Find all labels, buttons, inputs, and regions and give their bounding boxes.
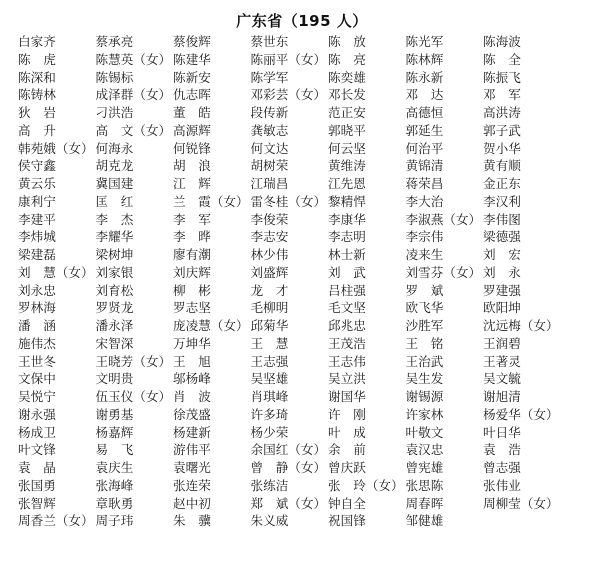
name-entry: 王著灵	[483, 353, 521, 369]
name-entry: 刘 武	[328, 264, 366, 280]
name-entry: 万坤华	[173, 335, 211, 351]
name-entry: 叶敬文	[405, 424, 444, 440]
name-entry: 庞凌慧（女）	[173, 318, 249, 333]
name-entry: 谢勇基	[95, 406, 134, 422]
name-entry: 邓 达	[405, 87, 444, 103]
name-entry: 罗建强	[483, 282, 521, 298]
name-entry: 李伟图	[483, 211, 521, 227]
name-entry: 欧阳坤	[483, 300, 521, 316]
name-entry: 雷冬桂（女）	[250, 193, 327, 209]
name-entry: 曾志强	[483, 460, 521, 475]
name-entry: 陈新安	[173, 69, 211, 85]
name-entry: 沈远梅（女）	[483, 318, 559, 333]
name-entry: 李康华	[328, 211, 366, 227]
name-entry: 曾庆跃	[328, 460, 366, 475]
name-entry: 白家齐	[18, 34, 56, 49]
name-entry: 黄维涛	[328, 158, 366, 174]
name-entry: 王晓芳（女）	[95, 353, 172, 369]
name-entry: 郭子武	[483, 122, 521, 138]
name-entry: 游伟平	[173, 442, 211, 458]
name-entry: 范正安	[328, 105, 366, 120]
name-entry: 林士新	[328, 247, 366, 262]
name-entry: 黎精悍	[328, 193, 366, 209]
name-entry: 吴文毓	[483, 371, 521, 387]
name-entry: 陈 虎	[18, 51, 56, 67]
name-entry: 许多琦	[250, 406, 289, 422]
name-entry: 匡 红	[95, 193, 134, 209]
name-entry: 李志明	[328, 229, 366, 245]
name-entry: 江瑞昌	[250, 176, 289, 191]
name-entry: 李宗伟	[405, 229, 444, 245]
name-entry: 沙胜军	[405, 318, 444, 333]
name-entry: 王润碧	[483, 335, 521, 351]
name-entry: 许家林	[405, 406, 444, 422]
name-entry: 刘家银	[95, 264, 134, 280]
name-entry	[483, 512, 561, 530]
name-entry: 周子玮	[95, 513, 134, 529]
name-entry: 王志强	[250, 353, 289, 369]
name-entry: 蒋荣昌	[405, 176, 444, 191]
name-entry: 罗贤龙	[95, 300, 134, 316]
name-entry: 陈振飞	[483, 69, 521, 85]
name-entry: 杨爱华（女）	[483, 406, 559, 422]
name-entry: 梁树坤	[95, 247, 134, 262]
name-entry: 林少伟	[250, 247, 289, 262]
name-entry: 李耀华	[95, 229, 134, 245]
name-entry: 陈铸林	[18, 87, 56, 103]
name-entry: 李 杰	[95, 211, 134, 227]
name-entry: 欧飞华	[405, 300, 444, 316]
name-entry: 高 升	[18, 122, 56, 138]
name-entry: 罗 斌	[405, 282, 444, 298]
name-entry: 刘永忠	[18, 282, 56, 298]
name-entry: 谢锡源	[405, 389, 444, 404]
name-entry: 郭延生	[405, 122, 444, 138]
name-entry: 蔡俊辉	[173, 34, 211, 49]
name-entry: 邱兆忠	[328, 318, 366, 333]
name-entry: 黄有顺	[483, 158, 521, 174]
name-entry: 黄云乐	[18, 176, 56, 191]
name-entry: 潘永泽	[95, 318, 134, 333]
name-entry: 刁洪浩	[95, 105, 134, 120]
name-entry: 曾宪雄	[405, 460, 444, 475]
name-entry: 祝国锋	[328, 513, 366, 529]
name-entry: 陈奕雄	[328, 69, 366, 85]
name-entry: 王 慧	[250, 335, 289, 351]
name-entry: 王世冬	[18, 353, 56, 369]
name-entry: 肖琪峰	[250, 389, 289, 404]
name-entry: 凌来生	[405, 247, 444, 262]
name-entry: 李汉利	[483, 193, 521, 209]
name-entry: 谢永强	[18, 406, 56, 422]
name-entry: 段传新	[250, 105, 289, 120]
name-entry: 刘庆辉	[173, 264, 211, 280]
name-entry: 张伟业	[483, 477, 521, 493]
name-entry: 何云坚	[328, 140, 366, 156]
name-entry: 罗林海	[18, 300, 56, 316]
name-entry: 潘 涵	[18, 318, 56, 333]
name-entry: 钟自全	[328, 495, 366, 511]
name-entry: 仇志晖	[173, 87, 211, 103]
name-entry: 周柳莹（女）	[483, 495, 559, 511]
name-entry: 袁 晶	[18, 460, 56, 475]
name-entry: 龚敏志	[250, 122, 289, 138]
name-entry: 陈林辉	[405, 51, 444, 67]
name-entry: 胡 浪	[173, 158, 211, 174]
name-entry: 袁曙光	[173, 460, 211, 475]
name-entry: 朱义威	[250, 513, 289, 529]
name-entry: 侯守鑫	[18, 158, 56, 174]
name-entry: 高洪涛	[483, 105, 521, 120]
name-entry: 何文达	[250, 140, 289, 156]
name-entry: 柳 彬	[173, 282, 211, 298]
name-entry: 陈光军	[405, 34, 444, 49]
name-entry: 叶 成	[328, 424, 366, 440]
section-title: 广东省（195 人）	[236, 12, 368, 30]
name-entry: 王 铭	[405, 335, 444, 351]
name-entry: 何治平	[405, 140, 444, 156]
name-entry: 韩苑娥（女）	[18, 140, 94, 156]
name-entry: 李建平	[18, 211, 56, 227]
name-entry: 陈锡标	[95, 69, 134, 85]
name-entry: 江先恩	[328, 176, 366, 191]
name-entry: 文保中	[18, 371, 56, 387]
name-entry: 朱 骥	[173, 513, 211, 529]
name-entry: 陈 亮	[328, 51, 366, 67]
name-entry: 冀国建	[95, 176, 134, 191]
name-entry: 李 军	[173, 211, 211, 227]
name-entry: 高 文（女）	[95, 122, 172, 138]
name-entry: 叶日华	[483, 424, 521, 440]
name-entry: 曾 静（女）	[250, 460, 327, 475]
name-entry: 余 前	[328, 442, 366, 458]
name-entry: 刘盛辉	[250, 264, 289, 280]
name-entry: 张思陈	[405, 477, 444, 493]
name-entry: 王 旭	[173, 353, 211, 369]
name-entry: 张练洁	[250, 477, 289, 493]
name-entry: 陈 全	[483, 51, 521, 67]
name-entry: 谢国华	[328, 389, 366, 404]
name-entry: 蔡世东	[250, 34, 289, 49]
name-entry: 陈 放	[328, 34, 366, 49]
name-entry: 易 飞	[95, 442, 134, 458]
name-entry: 董 皓	[173, 105, 211, 120]
name-entry: 郑 斌（女）	[250, 495, 327, 511]
name-entry: 胡树荣	[250, 158, 289, 174]
name-entry: 谢旭清	[483, 389, 521, 404]
name-entry: 邓长发	[328, 87, 366, 103]
name-entry: 李 晔	[173, 229, 211, 245]
name-entry: 吴立洪	[328, 371, 366, 387]
name-entry: 袁庆生	[95, 460, 134, 475]
name-entry: 狄 岩	[18, 105, 56, 120]
name-entry: 李淑燕（女）	[405, 211, 482, 227]
name-entry: 金正东	[483, 176, 521, 191]
name-entry: 邹健雄	[405, 513, 444, 529]
name-entry: 陈学军	[250, 69, 289, 85]
name-entry: 文明贵	[95, 371, 134, 387]
name-entry: 刘 慧（女）	[18, 264, 94, 280]
name-entry: 施伟杰	[18, 335, 56, 351]
name-entry: 梁建磊	[18, 247, 56, 262]
name-entry: 张国勇	[18, 477, 56, 493]
name-entry: 陈建华	[173, 51, 211, 67]
name-entry: 胡克龙	[95, 158, 134, 174]
name-entry: 刘 永	[483, 264, 521, 280]
name-entry: 高德恒	[405, 105, 444, 120]
name-entry: 邱菊华	[250, 318, 289, 333]
name-entry: 吴悦宁	[18, 389, 56, 404]
name-entry: 叶文锋	[18, 442, 56, 458]
name-entry: 邓彩芸（女）	[250, 87, 327, 103]
name-entry: 吕柱强	[328, 282, 366, 298]
name-entry: 张连荣	[173, 477, 211, 493]
name-entry: 王治武	[405, 353, 444, 369]
name-entry: 李志安	[250, 229, 289, 245]
name-entry: 陈深和	[18, 69, 56, 85]
name-entry: 刘雪芬（女）	[405, 264, 482, 280]
name-entry: 徐茂盛	[173, 406, 211, 422]
name-entry: 余国红（女）	[250, 442, 327, 458]
name-entry: 陈丽平（女）	[250, 51, 327, 67]
name-entry: 何锐锋	[173, 140, 211, 156]
name-entry: 杨少荣	[250, 424, 289, 440]
name-entry: 刘 宏	[483, 247, 521, 262]
name-entry: 宋智深	[95, 335, 134, 351]
name-entry: 李俊荣	[250, 211, 289, 227]
name-entry: 吴坚雄	[250, 371, 289, 387]
name-entry: 毛文坚	[328, 300, 366, 316]
name-entry: 黄锦清	[405, 158, 444, 174]
name-entry: 伍玉仪（女）	[95, 389, 172, 404]
name-entry: 杨成卫	[18, 424, 56, 440]
name-entry: 周春晖	[405, 495, 444, 511]
name-entry: 陈慧英（女）	[95, 51, 172, 67]
name-entry: 龙 才	[250, 282, 289, 298]
name-entry: 李炜城	[18, 229, 56, 245]
name-entry: 刘育松	[95, 282, 134, 298]
name-entry: 江 辉	[173, 176, 211, 191]
name-entry: 兰 霞（女）	[173, 193, 249, 209]
name-entry: 康利宁	[18, 193, 56, 209]
name-entry: 王茂浩	[328, 335, 366, 351]
name-entry: 章耿勇	[95, 495, 134, 511]
name-entry: 何海永	[95, 140, 134, 156]
name-entry: 毛柳明	[250, 300, 289, 316]
name-entry: 周香兰（女）	[18, 513, 94, 529]
name-entry: 杨建新	[173, 424, 211, 440]
name-list	[18, 33, 602, 530]
name-entry: 李大治	[405, 193, 444, 209]
name-entry: 邓 军	[483, 87, 521, 103]
name-entry: 肖 波	[173, 389, 211, 404]
name-entry: 高源辉	[173, 122, 211, 138]
name-entry: 罗志坚	[173, 300, 211, 316]
name-entry: 郭晓平	[328, 122, 366, 138]
name-entry: 赵中初	[173, 495, 211, 511]
name-entry: 许 刚	[328, 406, 366, 422]
name-entry: 邬杨峰	[173, 371, 211, 387]
name-entry: 王志伟	[328, 353, 366, 369]
name-entry: 贺小华	[483, 140, 521, 156]
name-entry: 吴生发	[405, 371, 444, 387]
name-entry: 袁 浩	[483, 442, 521, 458]
name-entry: 蔡承亮	[95, 34, 134, 49]
name-entry: 张智辉	[18, 495, 56, 511]
name-entry: 张 玲（女）	[328, 477, 404, 493]
name-entry: 成泽群（女）	[95, 87, 172, 103]
name-entry: 陈永新	[405, 69, 444, 85]
name-entry: 张海峰	[95, 477, 134, 493]
name-entry: 袁汉忠	[405, 442, 444, 458]
name-entry: 梁德强	[483, 229, 521, 245]
name-entry: 杨嘉辉	[95, 424, 134, 440]
name-entry: 廖有潮	[173, 247, 211, 262]
name-entry: 陈海波	[483, 34, 521, 49]
